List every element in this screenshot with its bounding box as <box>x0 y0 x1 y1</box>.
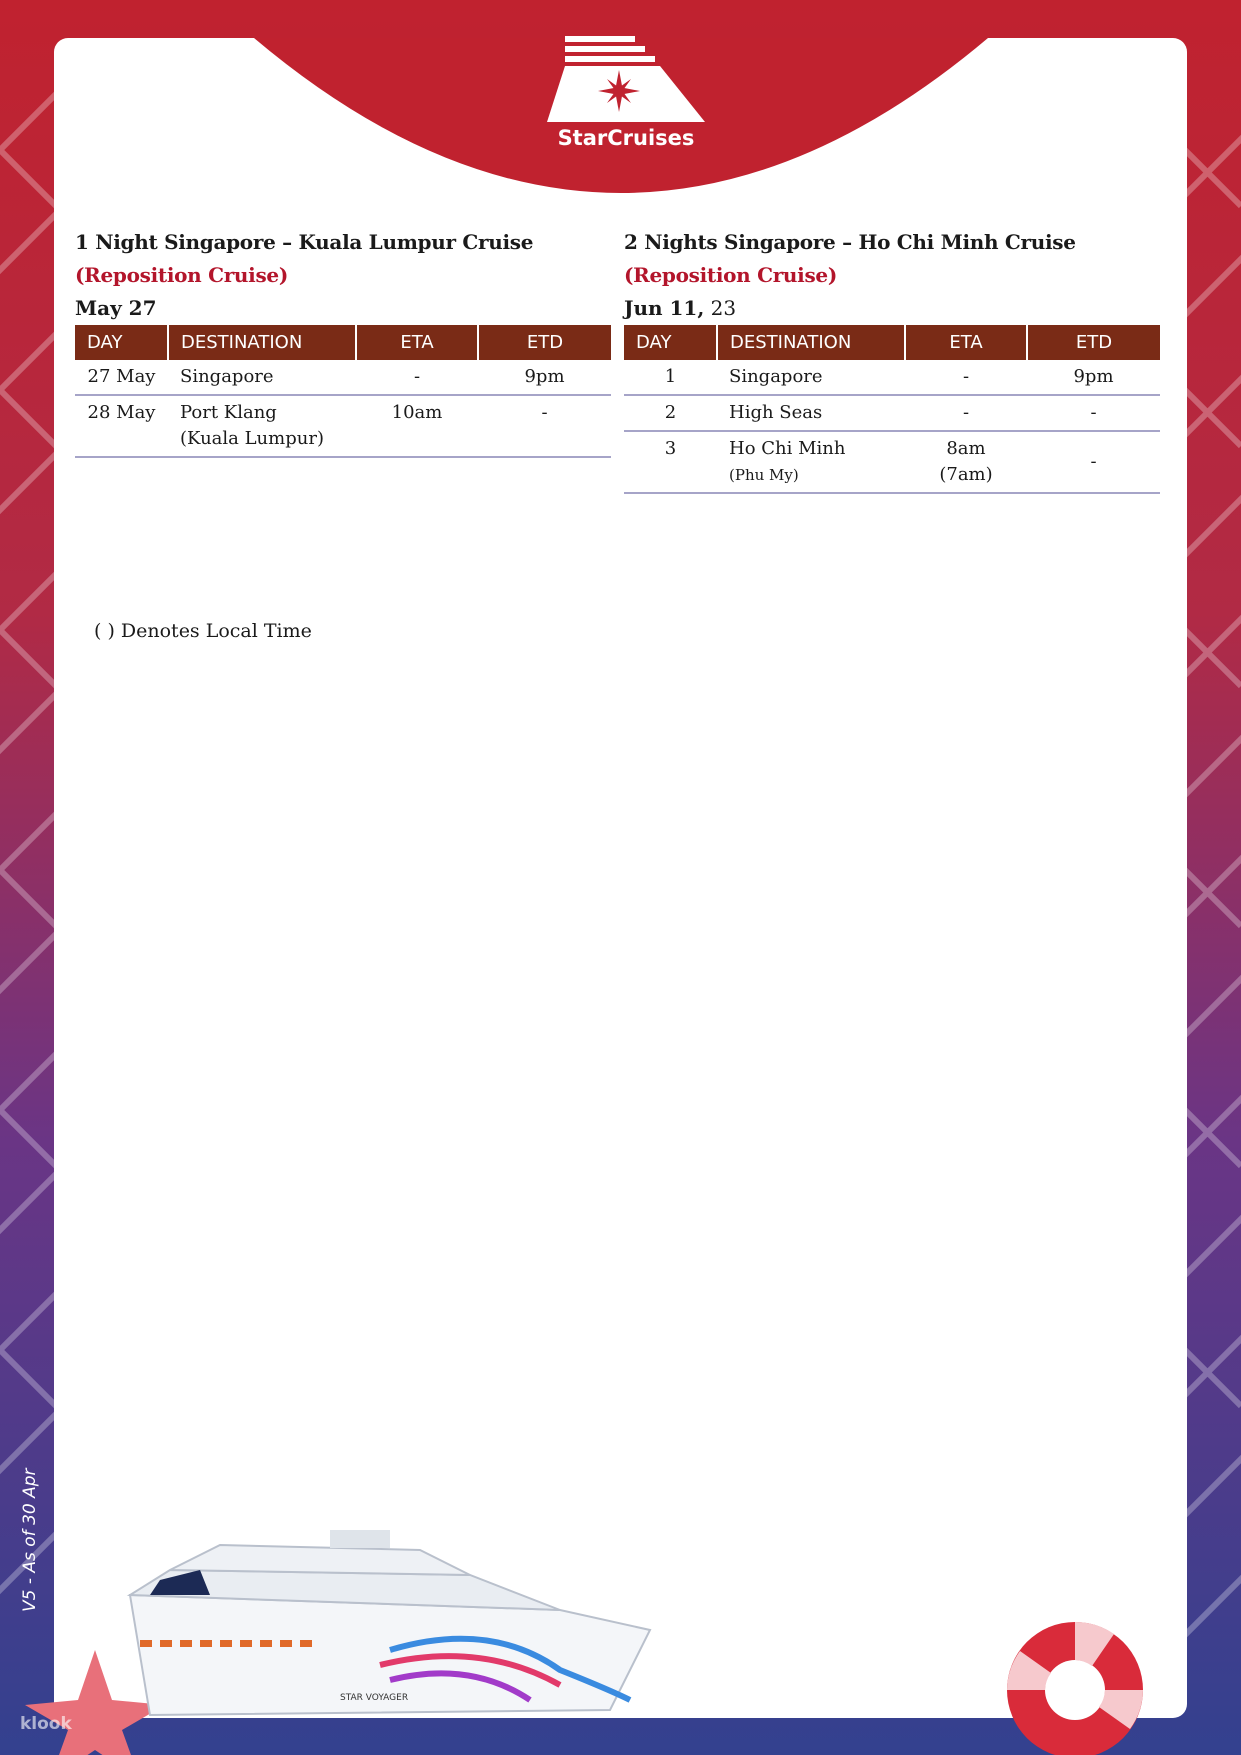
cell-day: 3 <box>624 431 717 493</box>
cruise-1-section <box>75 226 611 458</box>
cell-eta: - <box>905 395 1027 431</box>
cruise-2-date: Jun 11, 23 <box>624 296 737 320</box>
column-header-etd: ETD <box>1027 325 1160 360</box>
cell-destination: Ho Chi Minh (Phu My) <box>717 431 905 493</box>
cruise-2-itinerary-table <box>624 325 1160 494</box>
column-header-eta: ETA <box>905 325 1027 360</box>
brand-name: StarCruises <box>557 126 695 150</box>
cell-eta: 8am (7am) <box>905 431 1027 493</box>
table-row <box>624 431 1160 493</box>
cruise-2-title: 2 Nights Singapore – Ho Chi Minh Cruise <box>624 230 1076 254</box>
cruise-1-title: 1 Night Singapore – Kuala Lumpur Cruise <box>75 230 534 254</box>
version-label: V5 - As of 30 Apr <box>20 1468 40 1612</box>
cell-etd: - <box>478 395 611 457</box>
cell-destination: High Seas <box>717 395 905 431</box>
table-header-row <box>75 325 611 360</box>
cell-day: 1 <box>624 360 717 395</box>
table-row <box>75 395 611 457</box>
cell-eta: 10am <box>356 395 478 457</box>
ship-name: STAR VOYAGER <box>340 1693 409 1703</box>
table-row <box>624 360 1160 395</box>
table-row <box>624 395 1160 431</box>
cell-eta: - <box>905 360 1027 395</box>
cell-eta: - <box>356 360 478 395</box>
cell-day: 2 <box>624 395 717 431</box>
cruise-1-date: May 27 <box>75 296 157 320</box>
cell-etd: - <box>1027 395 1160 431</box>
starcruises-logo <box>545 36 707 156</box>
starcruises-logo-icon <box>545 36 707 126</box>
column-header-destination: DESTINATION <box>717 325 905 360</box>
cruise-2-section <box>624 226 1160 494</box>
column-header-eta: ETA <box>356 325 478 360</box>
cell-etd: 9pm <box>478 360 611 395</box>
cell-destination: Port Klang (Kuala Lumpur) <box>168 395 356 457</box>
column-header-day: DAY <box>624 325 717 360</box>
table-header-row <box>624 325 1160 360</box>
column-header-destination: DESTINATION <box>168 325 356 360</box>
cell-day: 28 May <box>75 395 168 457</box>
lifebuoy-icon <box>994 1608 1156 1755</box>
cell-etd: - <box>1027 431 1160 493</box>
klook-watermark: klook <box>20 1714 72 1734</box>
table-row <box>75 360 611 395</box>
cruise-1-itinerary-table <box>75 325 611 458</box>
cruise-ship-image <box>90 1500 670 1725</box>
cruise-1-subtitle: (Reposition Cruise) <box>75 263 289 287</box>
cell-day: 27 May <box>75 360 168 395</box>
cell-destination: Singapore <box>168 360 356 395</box>
column-header-day: DAY <box>75 325 168 360</box>
cell-etd: 9pm <box>1027 360 1160 395</box>
column-header-etd: ETD <box>478 325 611 360</box>
cell-destination: Singapore <box>717 360 905 395</box>
cruise-2-subtitle: (Reposition Cruise) <box>624 263 838 287</box>
local-time-note: ( ) Denotes Local Time <box>94 620 312 642</box>
